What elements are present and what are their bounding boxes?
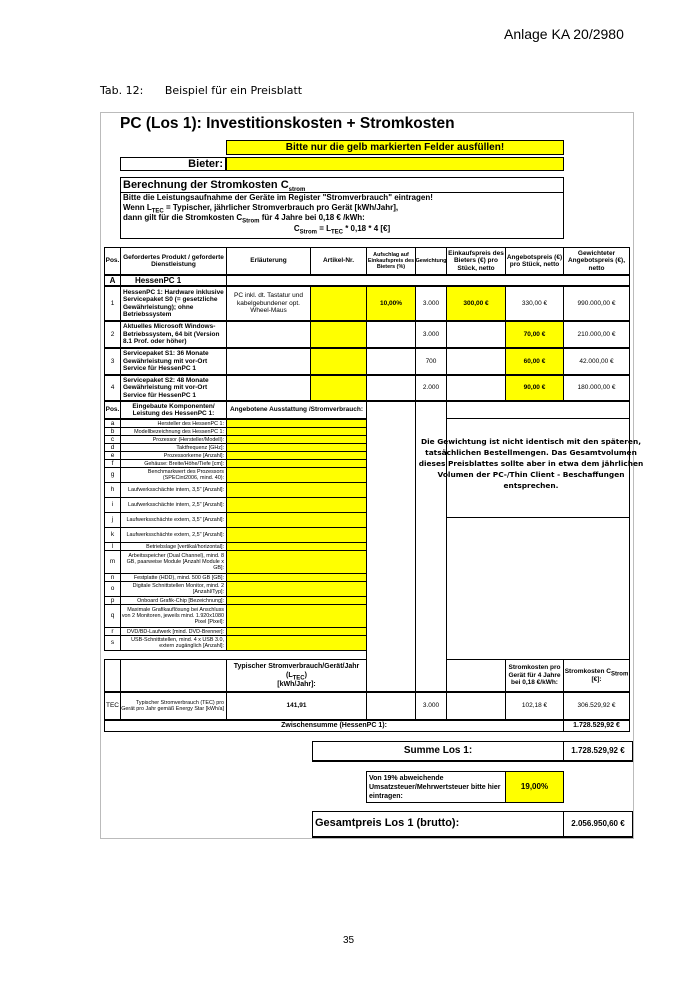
row4-weighted: 180.000,00 € <box>563 375 630 401</box>
header-article: Artikel-Nr. <box>310 247 367 275</box>
row4-product: Servicepaket S2: 48 Monate Gewährleistung mit vor-Ort Service für HessenPC 1 <box>120 375 227 401</box>
component-pos: s <box>104 635 121 651</box>
row1-purchase-input[interactable]: 300,00 € <box>446 286 506 321</box>
calc-formula: $C_{Strom} = L_{TEC} * 0,18 * 4$ [€] <box>293 224 391 236</box>
component-label: Taktfrequenz [GHz]: <box>120 443 227 452</box>
component-pos: p <box>104 596 121 605</box>
component-pos: d <box>104 443 121 452</box>
row3-pos: 3 <box>104 348 121 375</box>
tec-cost: 102,18 € <box>505 692 564 720</box>
component-label: Maximale Grafikauflösung bei Anschluss von 2 Monitoren, jeweils mind. 1.920x1080 Pixel [Pixel]: <box>120 604 227 628</box>
row3-article-input[interactable] <box>310 348 367 375</box>
caption-text: Beispiel für ein Preisblatt <box>164 84 303 97</box>
component-label: Betriebslage [vertikal/horizontal]: <box>120 542 227 551</box>
fill-note: Bitte nur die gelb markierten Felder ausfüllen! <box>226 140 564 155</box>
sheet-title: PC (Los 1): Investitionskosten + Stromkosten <box>120 115 455 132</box>
row2-markup <box>366 321 416 348</box>
comp-blank-markup <box>366 401 416 692</box>
row3-product: Servicepaket S1: 36 Monate Gewährleistung mit vor-Ort Service für HessenPC 1 <box>120 348 227 375</box>
component-value-input[interactable] <box>226 550 367 574</box>
component-pos: m <box>104 550 121 574</box>
row1-weighting: 3.000 <box>415 286 447 321</box>
row4-markup <box>366 375 416 401</box>
tec-header-pos-blank <box>104 659 121 692</box>
calc-line-3: dann gilt für die Stromkosten $C_{Strom}$ für 4 Jahre bei 0,18 € /kWh: <box>123 213 365 225</box>
row2-offer-input[interactable]: 70,00 € <box>505 321 564 348</box>
component-pos: k <box>104 527 121 543</box>
row4-article-input[interactable] <box>310 375 367 401</box>
component-pos: g <box>104 467 121 483</box>
subtotal-label: Zwischensumme (HessenPC 1): <box>104 720 564 732</box>
component-pos: c <box>104 435 121 444</box>
tec-pos: TEC <box>104 692 121 720</box>
comp-header-offered: Angebotene Ausstattung /Stromverbrauch: <box>226 401 367 419</box>
sum-label: Summe Los 1: <box>312 741 564 762</box>
component-value-input[interactable] <box>226 604 367 628</box>
caption-number: Tab. 12: <box>100 84 144 97</box>
component-label: Onboard Grafik-Chip [Bezeichnung]: <box>120 596 227 605</box>
component-pos: e <box>104 451 121 460</box>
component-value-input[interactable] <box>226 512 367 528</box>
header-weighting: Gewichtung <box>415 247 447 275</box>
row3-markup <box>366 348 416 375</box>
component-label: Prozessorkerne [Anzahl]: <box>120 451 227 460</box>
component-label: Modellbezeichnung des HessenPC 1: <box>120 427 227 436</box>
sum-value: 1.728.529,92 € <box>563 741 633 762</box>
section-a-label: HessenPC 1 <box>120 275 227 286</box>
component-value-input[interactable] <box>226 467 367 483</box>
row1-offer: 330,00 € <box>505 286 564 321</box>
component-pos: j <box>104 512 121 528</box>
row1-markup-input[interactable]: 10,00% <box>366 286 416 321</box>
row4-purchase <box>446 375 506 401</box>
component-pos: r <box>104 627 121 636</box>
row2-purchase <box>446 321 506 348</box>
row1-product: HessenPC 1: Hardware inklusive Servicepaket S0 (= gesetzliche Gewährleistung); ohne Betriebssystem <box>120 286 227 321</box>
comp-blank-right-top <box>446 401 630 419</box>
tec-header-total: Stromkosten $C_{Strom}$ [€]: <box>563 659 630 692</box>
tec-purchase-blank <box>446 692 506 720</box>
row2-weighting: 3.000 <box>415 321 447 348</box>
row2-explanation <box>226 321 311 348</box>
tec-value: 141,91 <box>226 692 367 720</box>
component-value-input[interactable] <box>226 581 367 597</box>
row3-weighting: 700 <box>415 348 447 375</box>
tec-header-consumption: Typischer Stromverbrauch/Gerät/Jahr $(L_{TEC})$ [kWh/Jahr]: <box>226 659 367 692</box>
component-value-input[interactable] <box>226 635 367 651</box>
header-offer: Angebotspreis (€) pro Stück, netto <box>505 247 564 275</box>
row3-weighted: 42.000,00 € <box>563 348 630 375</box>
component-pos: i <box>104 497 121 513</box>
component-value-input[interactable] <box>226 497 367 513</box>
row2-article-input[interactable] <box>310 321 367 348</box>
row1-article-input[interactable] <box>310 286 367 321</box>
row2-weighted: 210.000,00 € <box>563 321 630 348</box>
header-weighted: Gewichteter Angebotspreis (€), netto <box>563 247 630 275</box>
tec-total: 306.529,92 € <box>563 692 630 720</box>
electricity-calc-box <box>120 177 564 239</box>
component-label: Digitale Schnittstellen Monitor, mind. 2 [Anzahl/Typ]: <box>120 581 227 597</box>
component-pos: b <box>104 427 121 436</box>
subtotal-value: 1.728.529,92 € <box>563 720 630 732</box>
component-value-input[interactable] <box>226 482 367 498</box>
weighting-note: Die Gewichtung ist nicht identisch mit den späteren, tatsächlichen Bestellmengen. Das Gesamtvolumen dieses Preisblattes sollte aber in etwa dem jährlichen Volumen der PC-/Thin Client - Beschaffungen entsprechen. <box>418 437 644 490</box>
component-label: Laufwerksschächte intern, 2,5" [Anzahl]: <box>120 497 227 513</box>
tec-header-cost: Stromkosten pro Gerät für 4 Jahre bei 0,18 €/kWh: <box>505 659 564 692</box>
component-pos: h <box>104 482 121 498</box>
annex-label: Anlage KA 20/2980 <box>504 26 624 42</box>
tec-header-label-blank <box>120 659 227 692</box>
row1-weighted: 990.000,00 € <box>563 286 630 321</box>
page-number: 35 <box>343 935 355 946</box>
component-label: Laufwerksschächte extern, 3,5" [Anzahl]: <box>120 512 227 528</box>
header-markup: Aufschlag auf Einkaufspreis des Bieters (%) <box>366 247 416 275</box>
component-value-input[interactable] <box>226 527 367 543</box>
row4-pos: 4 <box>104 375 121 401</box>
tec-label: Typischer Stromverbrauch (TEC) pro Gerät pro Jahr gemäß Energy Star [kWh/a] <box>120 692 227 720</box>
component-label: Benchmarkwert des Prozessors (SPECint2006, mind. 40): <box>120 467 227 483</box>
row3-explanation <box>226 348 311 375</box>
row1-explanation: PC inkl. dt. Tastatur und kabelgebundener opt. Wheel-Maus <box>226 286 311 321</box>
header-pos: Pos. <box>104 247 121 275</box>
component-pos: f <box>104 459 121 468</box>
component-label: Laufwerksschächte intern, 3,5" [Anzahl]: <box>120 482 227 498</box>
row4-weighting: 2.000 <box>415 375 447 401</box>
calc-line-2: Wenn $L_{TEC}$ = Typischer, jährlicher Stromverbrauch pro Gerät [kWh/Jahr], <box>123 203 399 215</box>
bidder-label: Bieter: <box>120 157 226 171</box>
component-pos: o <box>104 581 121 597</box>
component-label: Arbeitsspeicher (Dual Channel), mind. 8 GB, paarweise Module [Anzahl Module x GB]: <box>120 550 227 574</box>
component-label: Festplatte (HDD), mind. 500 GB [GB]: <box>120 573 227 582</box>
row4-offer-input[interactable]: 90,00 € <box>505 375 564 401</box>
component-blank-area <box>446 517 630 660</box>
row1-pos: 1 <box>104 286 121 321</box>
header-product: Gefordertes Produkt / geforderte Dienstleistung <box>120 247 227 275</box>
component-pos: n <box>104 573 121 582</box>
tec-header-purchase-blank <box>446 659 506 692</box>
row2-pos: 2 <box>104 321 121 348</box>
table-caption <box>100 84 302 97</box>
header-explanation: Erläuterung <box>226 247 311 275</box>
comp-header-pos: Pos. <box>104 401 121 419</box>
row4-explanation <box>226 375 311 401</box>
comp-header-components: Eingebaute Komponenten/ Leistung des HessenPC 1: <box>120 401 227 419</box>
component-pos: l <box>104 542 121 551</box>
component-label: Gehäuse: Breite/Höhe/Tiefe [cm]: <box>120 459 227 468</box>
section-a-blank <box>226 275 630 286</box>
component-pos: a <box>104 419 121 428</box>
row2-product: Aktuelles Microsoft Windows-Betriebssystem, 64 bit (Version 8.1 Prof. oder höher) <box>120 321 227 348</box>
calc-heading: Berechnung der Stromkosten $C_{strom}$ <box>121 178 563 193</box>
gross-label: Gesamtpreis Los 1 (brutto): <box>312 811 564 838</box>
row3-purchase <box>446 348 506 375</box>
tec-weighting: 3.000 <box>415 692 447 720</box>
header-purchase: Einkaufspreis des Bieters (€) pro Stück, netto <box>446 247 506 275</box>
vat-input[interactable]: 19,00% <box>505 771 564 803</box>
component-label: DVD/BD-Laufwerk [mind. DVD-Brenner]: <box>120 627 227 636</box>
calc-line-1: Bitte die Leistungsaufnahme der Geräte im Register "Stromverbrauch" eintragen! <box>123 193 433 202</box>
component-label: Hersteller des HessenPC 1: <box>120 419 227 428</box>
component-pos: q <box>104 604 121 628</box>
component-label: USB-Schnittstellen, mind. 4 x USB 3.0, extern zugänglich [Anzahl]: <box>120 635 227 651</box>
bidder-input[interactable] <box>226 157 564 171</box>
component-label: Prozessor (Hersteller/Modell): <box>120 435 227 444</box>
row3-offer-input[interactable]: 60,00 € <box>505 348 564 375</box>
component-label: Laufwerksschächte extern, 2,5" [Anzahl]: <box>120 527 227 543</box>
vat-label: Von 19% abweichende Umsatzsteuer/Mehrwertsteuer bitte hier eintragen: <box>366 771 506 803</box>
tec-markup-blank <box>366 692 416 720</box>
gross-value: 2.056.950,60 € <box>563 811 633 838</box>
section-a-pos: A <box>104 275 121 286</box>
